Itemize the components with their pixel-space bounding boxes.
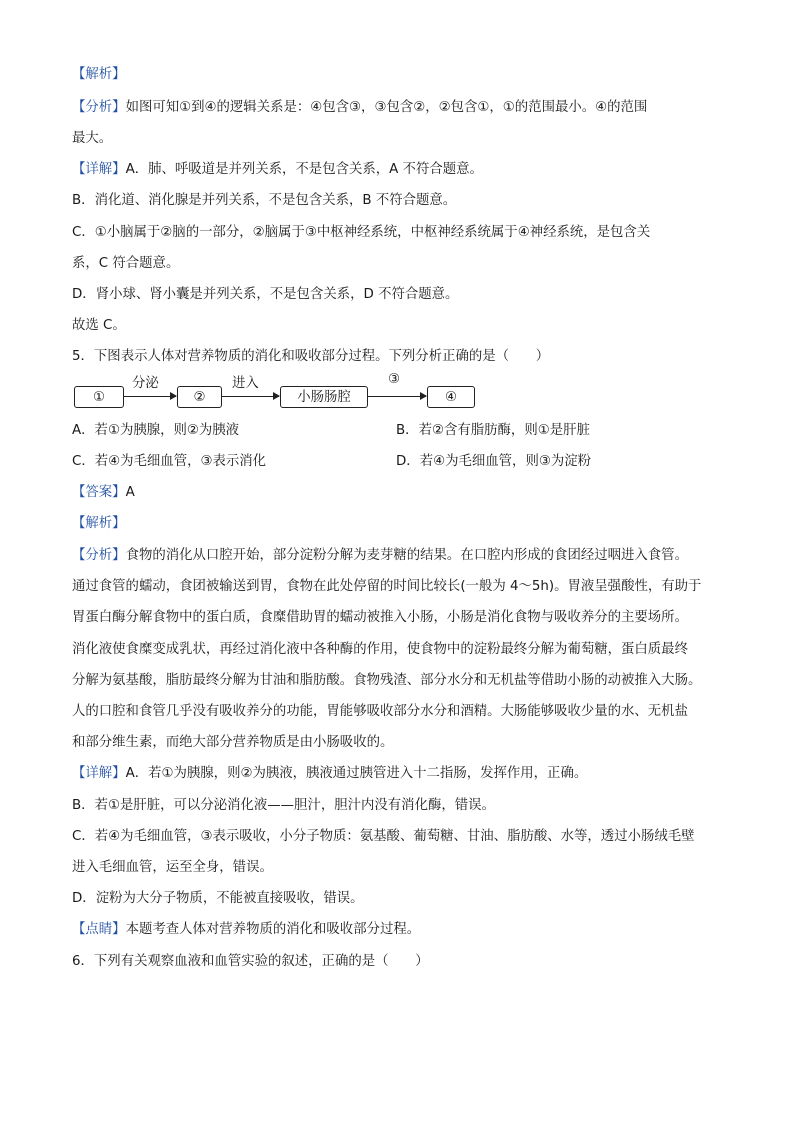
jiexi-label: 【解析】 [72, 67, 126, 82]
q5-detail-d: D．淀粉为大分子物质，不能被直接吸收，错误。 [72, 891, 364, 906]
flow-arrow-3-label: ③ [388, 372, 401, 387]
q5-detail-b: B．若①是肝脏，可以分泌消化液——胆汁，胆汁内没有消化酶，错误。 [72, 798, 495, 813]
q4-conclusion: 故选 C。 [72, 318, 126, 333]
q5-jiexi-label: 【解析】 [72, 516, 126, 531]
q5-analysis-line5: 分解为氨基酸，脂肪最终分解为甘油和脂肪酸。食物残渣、部分水分和无机盐等借助小肠的动被推入大肠。 [72, 673, 702, 688]
q5-analysis-line1: 【分析】食物的消化从口腔开始，部分淀粉分解为麦芽糖的结果。在口腔内形成的食团经过咽进入食管。 [72, 548, 688, 563]
q5-analysis-line3: 胃蛋白酶分解食物中的蛋白质，食糜借助胃的蠕动被推入小肠，小肠是消化食物与吸收养分的主要场所。 [72, 610, 688, 625]
flow-box-3: 小肠肠腔 [280, 386, 368, 408]
q5-option-d: D．若④为毛细血管，则③为淀粉 [396, 454, 592, 469]
q5-analysis-line6: 人的口腔和食管几乎没有吸收养分的功能，胃能够吸收部分水分和酒精。大肠能够吸收少量的水、无机盐 [72, 704, 688, 719]
flow-arrow-1-label: 分泌 [132, 376, 159, 391]
q5-option-c: C．若④为毛细血管，③表示消化 [72, 454, 267, 469]
q5-option-a: A．若①为胰腺，则②为胰液 [72, 423, 240, 438]
q6-stem: 6．下列有关观察血液和血管实验的叙述，正确的是（ ） [72, 954, 429, 969]
q5-option-b: B．若②含有脂肪酶，则①是肝脏 [396, 423, 590, 438]
q4-detail-c1: C．①小脑属于②脑的一部分，②脑属于③中枢神经系统，中枢神经系统属于④神经系统，是包含关 [72, 225, 651, 240]
q4-detail-c2: 系，C 符合题意。 [72, 256, 180, 271]
flow-arrow-3 [368, 396, 426, 397]
q5-stem: 5．下图表示人体对营养物质的消化和吸收部分过程。下列分析正确的是（ ） [72, 349, 550, 364]
q5-detail-c2: 进入毛细血管，运至全身，错误。 [72, 860, 273, 875]
flow-arrow-2-label: 进入 [232, 376, 259, 391]
flow-arrow-1 [124, 396, 176, 397]
flow-arrow-2 [222, 396, 279, 397]
q5-detail-c1: C．若④为毛细血管，③表示吸收，小分子物质：氨基酸、葡萄糖、甘油、脂肪酸、水等，透过小肠绒毛壁 [72, 829, 695, 844]
q4-detail-a: 【详解】A．肺、呼吸道是并列关系，不是包含关系，A 不符合题意。 [72, 162, 483, 177]
q5-answer: 【答案】A [72, 485, 135, 500]
q5-analysis-line7: 和部分维生素，而绝大部分营养物质是由小肠吸收的。 [72, 735, 394, 750]
q4-detail-d: D．肾小球、肾小囊是并列关系，不是包含关系，D 不符合题意。 [72, 287, 459, 302]
q5-analysis-line2: 通过食管的蠕动，食团被输送到胃，食物在此处停留的时间比较长(一般为 4～5h)。胃液呈强酸性，有助于 [72, 579, 702, 594]
q4-analysis-line1: 【分析】如图可知①到④的逻辑关系是：④包含③，③包含②，②包含①，①的范围最小。④的范围 [72, 100, 648, 115]
flow-box-4: ④ [427, 386, 475, 408]
q5-analysis-line4: 消化液使食糜变成乳状，再经过消化液中各种酶的作用，使食物中的淀粉最终分解为葡萄糖，蛋白质最终 [72, 642, 688, 657]
q4-analysis-line2: 最大。 [72, 131, 113, 146]
flow-box-1: ① [74, 386, 124, 408]
q4-detail-b: B．消化道、消化腺是并列关系，不是包含关系，B 不符合题意。 [72, 193, 457, 208]
q5-dianjing: 【点睛】本题考查人体对营养物质的消化和吸收部分过程。 [72, 922, 421, 937]
q5-flow-diagram [72, 372, 532, 412]
flow-box-2: ② [177, 386, 222, 408]
q5-detail-a: 【详解】A．若①为胰腺，则②为胰液，胰液通过胰管进入十二指肠，发挥作用，正确。 [72, 766, 588, 781]
